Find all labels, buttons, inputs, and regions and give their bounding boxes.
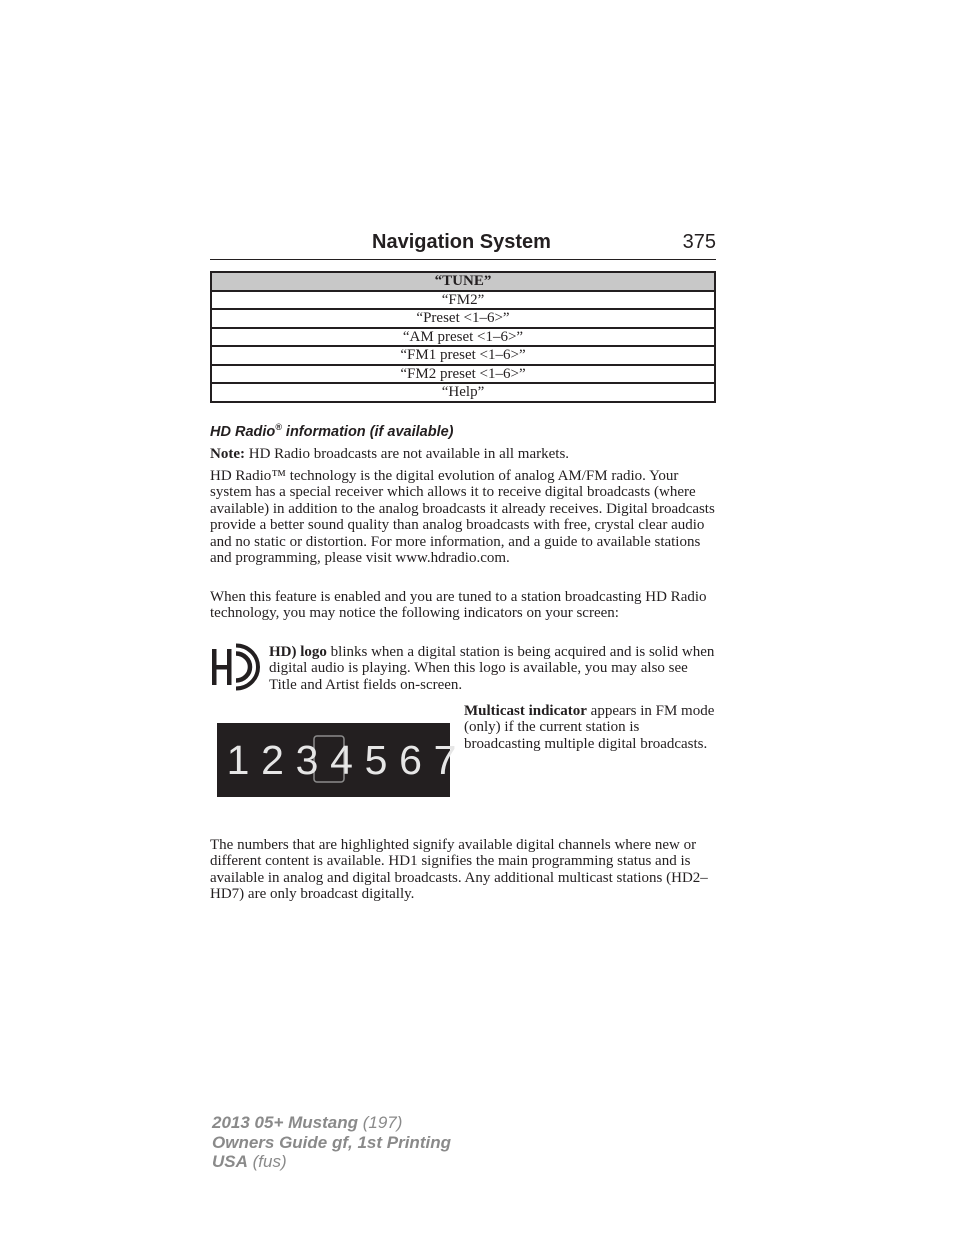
table-row <box>211 383 715 402</box>
multicast-digit: 6 <box>399 737 422 783</box>
intro-paragraph: HD Radio™ technology is the digital evolution of analog AM/FM radio. Your system has a special receiver which allows it to receive digital broadcasts (where available) in addition to the analog broadcasts it already receives. Digital broadcasts provide a better sound quality than analog broadcasts with free, crystal clear audio and no static or distortion. For more information, and a guide to available stations and programming, please visit www.hdradio.com. <box>210 468 715 567</box>
registered-mark: ® <box>275 422 282 432</box>
multicast-digit: 7 <box>433 737 457 783</box>
indicators-intro-paragraph: When this feature is enabled and you are tuned to a station broadcasting HD Radio technology, you may notice the following indicators on your screen: <box>210 589 707 622</box>
hd-logo-label: HD) logo <box>269 644 327 660</box>
section-heading-rest: information (if available) <box>281 423 454 440</box>
multicast-paragraph <box>464 703 719 752</box>
table-cell: “Help” <box>211 383 715 402</box>
multicast-digit: 3 <box>295 737 319 783</box>
note-text: HD Radio broadcasts are not available in all markets. <box>244 446 570 462</box>
footer-model: 2013 05+ Mustang <box>212 1113 358 1132</box>
table-header-cell: “TUNE” <box>211 272 715 291</box>
note-label: Note: <box>210 446 245 462</box>
footer-guide: Owners Guide gf, 1st Printing <box>212 1132 451 1152</box>
footer-region: USA <box>212 1152 248 1171</box>
page-title: Navigation System <box>372 231 551 253</box>
multicast-digit-selected: 4 <box>330 737 353 783</box>
page-header <box>210 229 716 260</box>
table-row <box>211 346 715 365</box>
multicast-text: appears in FM mode (only) if the current station is broadcasting multiple digital broadcasts. <box>464 703 715 752</box>
footer-region-code: (fus) <box>247 1152 287 1171</box>
table-cell: “FM1 preset <1–6>” <box>211 346 715 365</box>
hd-radio-logo-icon <box>210 645 258 689</box>
channels-paragraph: The numbers that are highlighted signify available digital channels where new or different content is available. HD1 signifies the main programming status and is available in analog and digital broadcasts. Any additional multicast stations (HD2–HD7) are only broadcast digitally. <box>210 837 708 903</box>
section-heading-title: HD Radio <box>210 423 276 440</box>
hd-logo-paragraph <box>269 644 719 693</box>
note-paragraph <box>210 446 720 462</box>
hd-logo-text: blinks when a digital station is being acquired and is solid when digital audio is playing. When this logo is available, you may also see Title and Artist fields on-screen. <box>269 644 715 693</box>
multicast-digit: 2 <box>261 737 284 783</box>
table-row <box>211 291 715 310</box>
multicast-label: Multicast indicator <box>464 703 587 719</box>
footer-line-guide <box>212 1133 451 1153</box>
table-row <box>211 365 715 384</box>
section-heading <box>210 422 454 440</box>
table-cell: “Preset <1–6>” <box>211 309 715 328</box>
table-cell: “AM preset <1–6>” <box>211 328 715 347</box>
multicast-indicator-display <box>217 723 457 797</box>
page-number: 375 <box>682 231 716 253</box>
footer-model-code: (197) <box>358 1113 403 1132</box>
table-cell: “FM2 preset <1–6>” <box>211 365 715 384</box>
table-cell: “FM2” <box>211 291 715 310</box>
page-footer <box>212 1113 451 1172</box>
voice-command-table <box>210 271 716 403</box>
table-row <box>211 328 715 347</box>
footer-line-region <box>212 1152 451 1172</box>
multicast-digit: 5 <box>364 737 388 783</box>
footer-line-model <box>212 1113 451 1133</box>
table-row <box>211 309 715 328</box>
table-header-row <box>211 272 715 291</box>
multicast-digit: 1 <box>226 737 250 783</box>
